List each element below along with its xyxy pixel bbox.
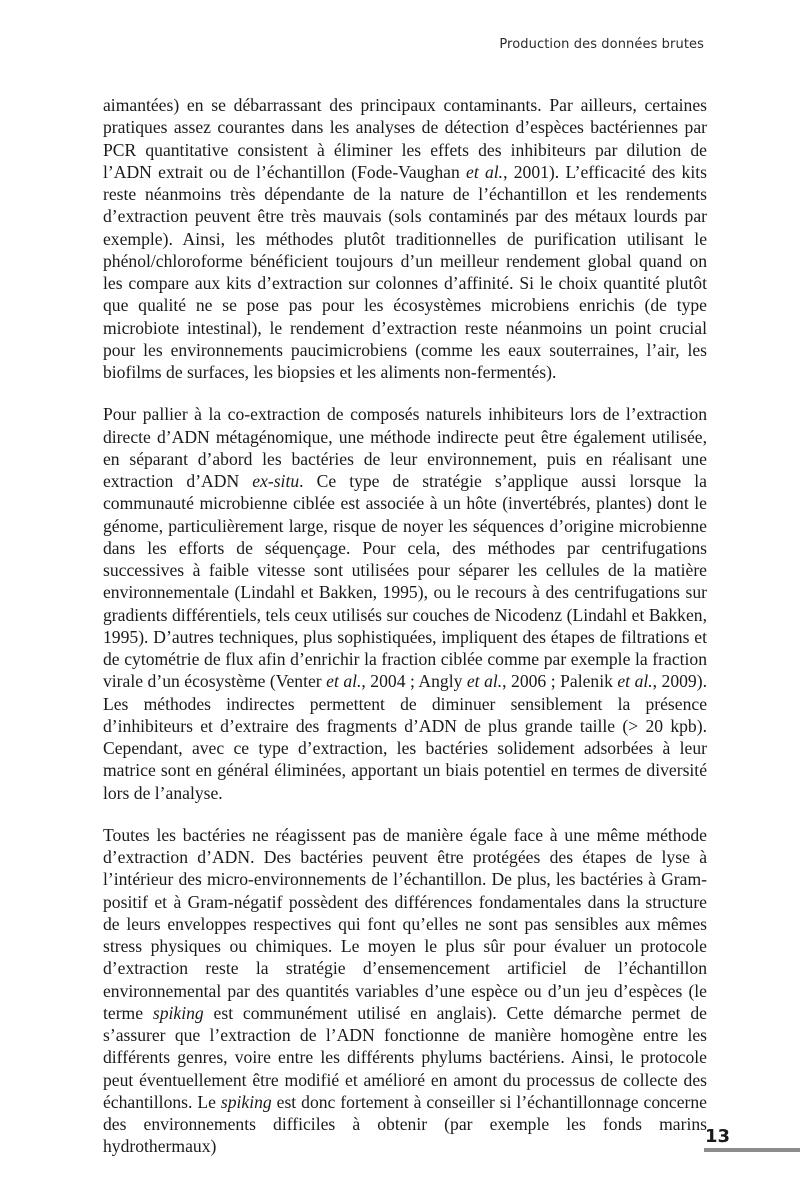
body-text	[103, 94, 707, 1178]
italic-term: et al.	[466, 671, 503, 692]
italic-term: spiking	[220, 1091, 272, 1112]
paragraph-2: Pour pallier à la co-extraction de composés naturels inhibiteurs lors de l’extraction directe d’ADN métagénomique, une méthode indirecte peut être également utilisée, en séparant d’abord les bactéries de leur environnement, puis en réalisant une extraction d’ADN ex-situ. Ce type de stratégie s’applique aussi lorsque la communauté microbienne ciblée est associée à un hôte (invertébrés, plantes) dont le génome, particulièrement large, risque de noyer les séquences d’origine microbienne dans les efforts de séquençage. Pour cela, des méthodes par centrifugations successives à faible vitesse sont utilisées pour séparer les cellules de la matière environnementale (Lindahl et Bakken, 1995), ou le recours à des centrifugations sur gradients différentiels, tels ceux utilisés sur couches de Nicodenz (Lindahl et Bakken, 1995). D’autres techniques, plus sophistiquées, impliquent des étapes de filtrations et de cytométrie de flux afin d’enrichir la fraction ciblée comme par exemple la fraction virale d’un écosystème (Venter et al., 2004 ; Angly et al., 2006 ; Palenik et al., 2009). Les méthodes indirectes permettent de diminuer sensiblement la présence d’inhibiteurs et d’extraire des fragments d’ADN de plus grande taille (> 20 kpb). Cependant, avec ce type d’extraction, les bactéries solidement adsorbées à leur matrice sont en général éliminées, apportant un biais potentiel en termes de diversité lors de l’analyse.	[103, 404, 707, 803]
italic-term: ex-situ	[252, 471, 300, 491]
page-number: 13	[705, 1126, 731, 1147]
italic-term: et al.	[617, 671, 653, 692]
italic-term: et al.	[466, 161, 504, 182]
paragraph-1: aimantées) en se débarrassant des principaux contaminants. Par ailleurs, certaines pratiques assez courantes dans les analyses de détection d’espèces bactériennes par PCR quantitative consistent à éliminer les effets des inhibiteurs par dilution de l’ADN extrait ou de l’échantillon (Fode-Vaughan et al., 2001). L’efficacité des kits reste néanmoins très dépendante de la nature de l’échantillon et les rendements d’extraction peuvent être très mauvais (sols contaminés par des métaux lourds par exemple). Ainsi, les méthodes plutôt traditionnelles de purification utilisant le phénol/chloroforme bénéficient toujours d’un meilleur rendement global quand on les compare aux kits d’extraction sur colonnes d’affinité. Si le choix quantité plutôt que qualité ne se pose pas pour les écosystèmes microbiens enrichis (de type microbiote intestinal), le rendement d’extraction reste néanmoins un point crucial pour les environnements paucimicrobiens (comme les eaux souterraines, l’air, les biofilms de surfaces, les biopsies et les aliments non-fermentés).	[103, 95, 707, 382]
paragraph-3: Toutes les bactéries ne réagissent pas de manière égale face à une même méthode d’extraction d’ADN. Des bactéries peuvent être protégées des étapes de lyse à l’intérieur des micro-environnements de l’échantillon. De plus, les bactéries à Gram-positif et à Gram-négatif possèdent des différences fondamentales dans la structure de leurs enveloppes respectives qui font qu’elles ne sont pas sensibles aux mêmes stress physiques ou chimiques. Le moyen le plus sûr pour évaluer un protocole d’extraction reste la stratégie d’ensemencement artificiel de l’échantillon environnemental par des quantités variables d’une espèce ou d’un jeu d’espèces (le terme spiking est communément utilisé en anglais). Cette démarche permet de s’assurer que l’extraction de l’ADN fonctionne de manière homogène entre les différents genres, voire entre les différents phylums bactériens. Ainsi, le protocole peut éventuellement être modifié et amélioré en amont du processus de collecte des échantillons. Le spiking est donc fortement à conseiller si l’échantillonnage concerne des environnements difficiles à obtenir (par exemple les fonds marins hydrothermaux)	[103, 824, 707, 1157]
running-header: Production des données brutes	[499, 37, 704, 52]
footer-rule	[704, 1148, 800, 1152]
italic-term: spiking	[152, 1002, 204, 1023]
italic-term: et al.	[326, 671, 362, 692]
